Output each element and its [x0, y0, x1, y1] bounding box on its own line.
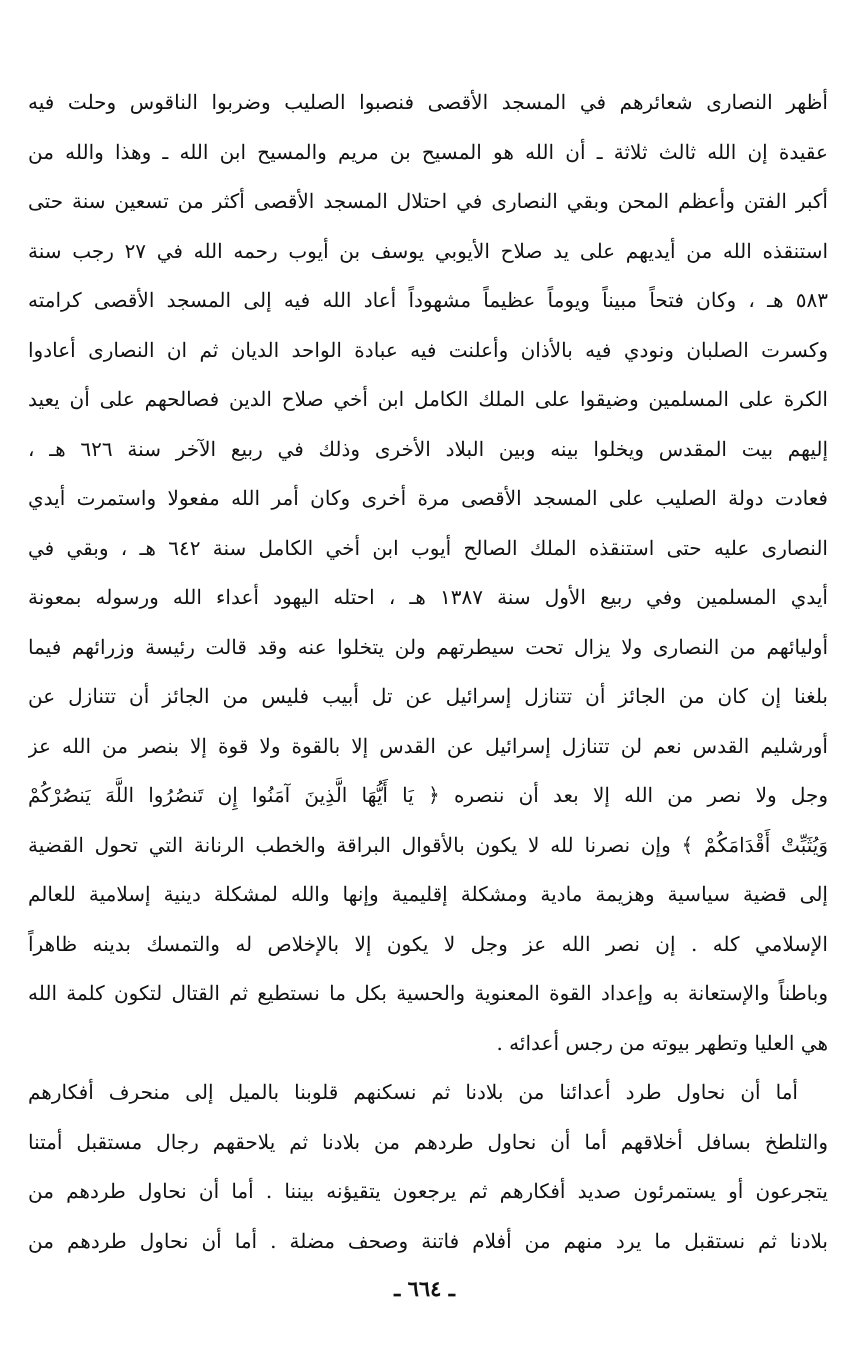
- page-number: ـ ٦٦٤ ـ: [394, 1276, 455, 1301]
- text-line: استنقذه الله من أيديهم على يد صلاح الأيوبي يوسف بن أيوب رحمه الله في ٢٧ رجب سنة: [28, 238, 828, 263]
- text-line: الإسلامي كله . إن نصر الله عز وجل لا يكون إلا بالإخلاص له والتمسك بدينه ظاهراً: [28, 931, 828, 956]
- text-line: هي العليا وتطهر بيوته من رجس أعدائه .: [496, 1030, 828, 1055]
- text-line: والتلطخ بسافل أخلاقهم أما أن نحاول طردهم من بلادنا ثم يلاحقهم رجال مستقبل أمتنا: [28, 1129, 828, 1154]
- text-line: أوليائهم من النصارى ولا يزال تحت سيطرتهم ولن يتخلوا عنه وقد قالت رئيسة وزرائهم فيما: [28, 634, 828, 659]
- text-line: أكبر الفتن وأعظم المحن وبقي النصارى في احتلال المسجد الأقصى أكثر من تسعين سنة حتى: [28, 189, 828, 213]
- text-line: الكرة على المسلمين وضيقوا على الملك الكامل ابن أخي صلاح الدين فصالحهم على أن يعيد: [28, 387, 828, 411]
- text-line: إليهم بيت المقدس ويخلوا بينه وبين البلاد الأخرى وذلك في ربيع الآخر سنة ٦٢٦ هـ ،: [28, 436, 828, 461]
- quran-verse-line: وجل ولا نصر من الله إلا بعد أن ننصره ﴿ يَا أَيُّهَا الَّذِينَ آمَنُوا إِن تَنصُرُوا اللَّهَ يَنصُرْكُمْ: [28, 783, 828, 807]
- text-line: النصارى عليه حتى استنقذه الملك الصالح أيوب ابن أخي الكامل سنة ٦٤٢ هـ ، وبقي في: [28, 535, 828, 560]
- text-line: أيدي المسلمين وفي ربيع الأول سنة ١٣٨٧ هـ ، احتله اليهود أعداء الله ورسوله بمعونة: [28, 585, 828, 609]
- text-line: وباطناً والإستعانة به وإعداد القوة المعنوية والحسية بكل ما نستطيع ثم القتال لتكون كلمة الله: [28, 981, 828, 1005]
- text-line: بلغنا إن كان من الجائز أن تتنازل إسرائيل عن تل أبيب فليس من الجائز أن تتنازل عن: [28, 684, 828, 708]
- text-line: وكسرت الصلبان ونودي فيه بالأذان وأعلنت فيه عبادة الواحد الديان ثم ان النصارى أعادوا: [28, 337, 828, 362]
- text-line: أظهر النصارى شعائرهم في المسجد الأقصى فنصبوا الصليب وضربوا الناقوس وحلت فيه: [28, 90, 828, 114]
- text-line: أورشليم القدس نعم لن تتنازل إسرائيل عن القدس إلا بالقوة ولا قوة إلا بنصر من الله عز: [28, 733, 828, 758]
- body-text: [28, 78, 828, 1266]
- text-line: أما أن نحاول طرد أعدائنا من بلادنا ثم نسكنهم قلوبنا بالميل إلى منحرف أفكارهم: [28, 1080, 798, 1104]
- text-line: بلادنا ثم نستقبل ما يرد منهم من أفلام فاتنة وصحف مضلة . أما أن نحاول طردهم من: [28, 1228, 828, 1253]
- text-line: عقيدة إن الله ثالث ثلاثة ـ أن الله هو المسيح بن مريم والمسيح ابن الله ـ وهذا والله من: [28, 139, 828, 164]
- text-line: فعادت دولة الصليب على المسجد الأقصى مرة أخرى وكان أمر الله مفعولا واستمرت أيدي: [28, 486, 828, 510]
- text-line: يتجرعون أو يستمرئون صديد أفكارهم ثم يرجعون يتقيؤنه بيننا . أما أن نحاول طردهم من: [28, 1179, 828, 1203]
- text-line: إلى قضية سياسية وهزيمة مادية ومشكلة إقليمية وإنها والله لمشكلة دينية إسلامية للعالم: [28, 882, 828, 906]
- text-line: ٥٨٣ هـ ، وكان فتحاً مبيناً ويوماً عظيماً مشهوداً أعاد الله فيه إلى المسجد الأقصى كرامته: [28, 288, 828, 312]
- quran-verse-line: وَيُثَبِّتْ أَقْدَامَكُمْ ﴾ وإن نصرنا لله لا يكون بالأقوال البراقة والخطب الرنانة التي تحول القضية: [28, 832, 828, 857]
